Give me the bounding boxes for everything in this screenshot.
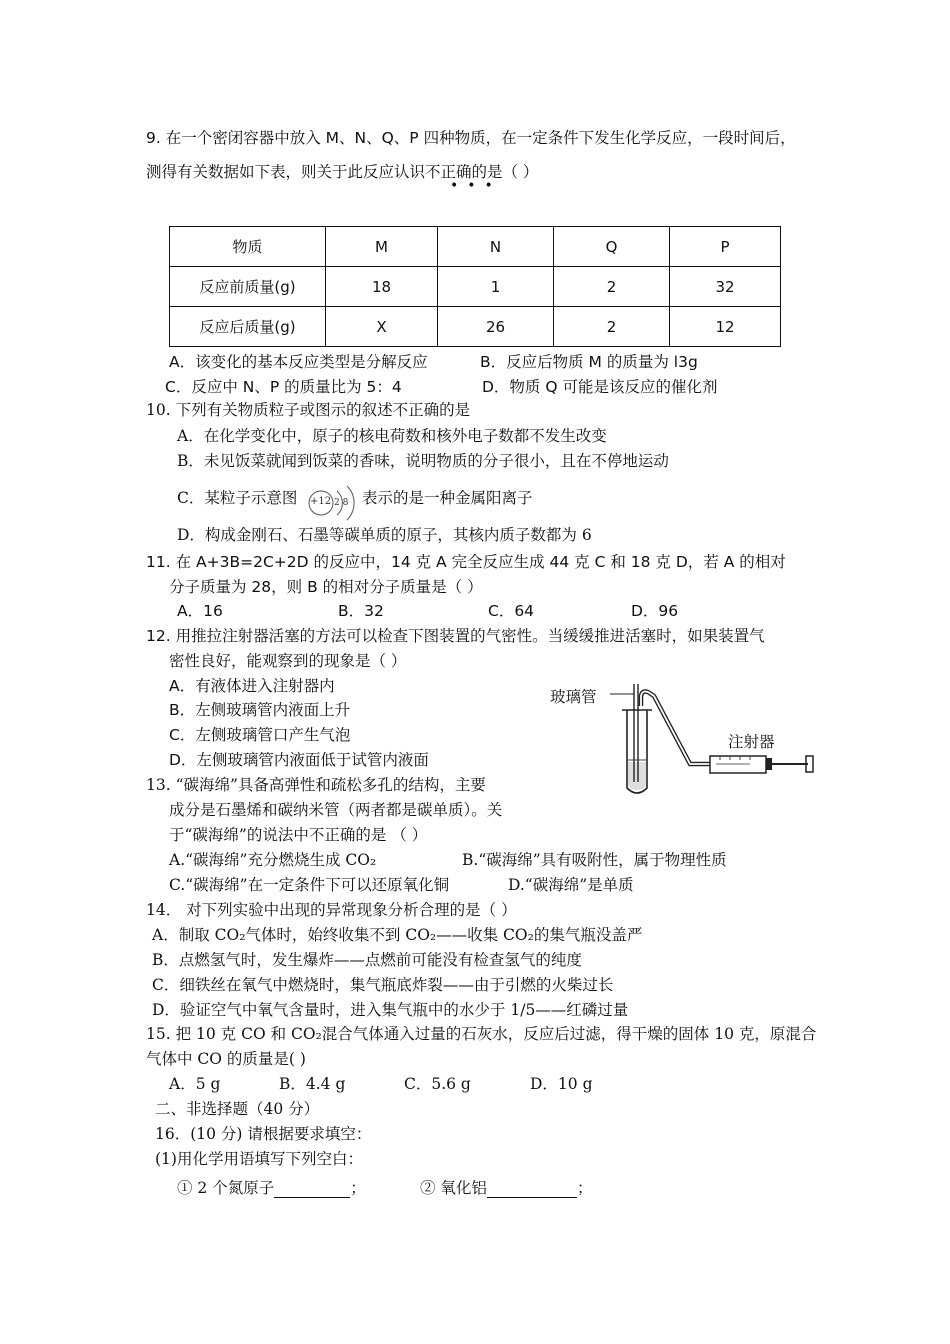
q16-item2-end: ； <box>576 1179 593 1197</box>
table-cell: M <box>326 227 438 267</box>
q12-option-d[interactable]: D．左侧玻璃管内液面低于试管内液面 <box>169 751 429 769</box>
q11-stem-line2: 分子质量为 28，则 B 的相对分子质量是（ ） <box>169 578 483 596</box>
q16-item1-label: ① 2 个氮原子 <box>177 1179 275 1197</box>
table-cell: 1 <box>438 267 554 307</box>
q12-stem-line1: 12. 用推拉注射器活塞的方法可以检查下图装置的气密性。当缓缓推进活塞时，如果装置气 <box>146 627 765 645</box>
q10-option-b[interactable]: B．未见饭菜就闻到饭菜的香味，说明物质的分子很小，且在不停地运动 <box>177 452 669 470</box>
q11-option-a[interactable]: A．16 <box>177 602 223 620</box>
q14-option-d[interactable]: D．验证空气中氧气含量时，进入集气瓶中的水少于 1/5——红磷过量 <box>152 1001 629 1019</box>
q15-stem-line1: 15. 把 10 克 CO 和 CO₂混合气体通入过量的石灰水，反应后过滤，得干燥的固体 10 克，原混合 <box>146 1025 817 1043</box>
q16-stem: 16．(10 分) 请根据要求填空： <box>155 1125 372 1143</box>
q9-option-d[interactable]: D．物质 Q 可能是该反应的催化剂 <box>482 378 718 396</box>
table-cell: 32 <box>670 267 781 307</box>
atom-shells: 2 8 <box>334 498 349 508</box>
table-cell: 物质 <box>170 227 326 267</box>
q10-stem: 10. 下列有关物质粒子或图示的叙述不正确的是 <box>146 401 471 419</box>
table-cell: 反应后质量(g) <box>170 307 326 347</box>
q16-item2 <box>420 1178 592 1198</box>
q13-stem-line2: 成分是石墨烯和碳纳米管（两者都是碳单质）。关 <box>169 801 503 819</box>
q14-option-c[interactable]: C．细铁丝在氧气中燃烧时，集气瓶底炸裂——由于引燃的火柴过长 <box>152 976 614 994</box>
q13-stem-line1: 13. “碳海绵”具备高弹性和疏松多孔的结构，主要 <box>146 776 486 794</box>
q10-option-c-pre[interactable]: C．某粒子示意图 <box>177 489 298 507</box>
table-cell: X <box>326 307 438 347</box>
q12-stem-line2: 密性良好，能观察到的现象是（ ） <box>169 652 407 670</box>
q13-option-a[interactable]: A.“碳海绵”充分燃烧生成 CO₂ <box>169 851 377 869</box>
q10-option-d[interactable]: D．构成金刚石、石墨等碳单质的原子，其核内质子数都为 6 <box>177 526 592 544</box>
apparatus-figure <box>550 680 820 798</box>
atom-structure-diagram <box>306 478 358 524</box>
table-cell: 26 <box>438 307 554 347</box>
q11-option-d[interactable]: D．96 <box>631 602 679 620</box>
q12-option-a[interactable]: A．有液体进入注射器内 <box>169 677 335 695</box>
q15-option-c[interactable]: C．5.6 g <box>404 1075 471 1093</box>
q9-stem-line1: 9. 在一个密闭容器中放入 M、N、Q、P 四种物质，在一定条件下发生化学反应，一段时间后， <box>146 129 796 147</box>
q12-option-b[interactable]: B．左侧玻璃管内液面上升 <box>169 701 351 719</box>
q14-option-b[interactable]: B．点燃氢气时，发生爆炸——点燃前可能没有检查氢气的纯度 <box>152 951 582 969</box>
q15-option-b[interactable]: B．4.4 g <box>279 1075 346 1093</box>
q9-data-table <box>169 226 781 347</box>
table-cell: N <box>438 227 554 267</box>
q16-sub1: (1)用化学用语填写下列空白： <box>155 1150 363 1168</box>
table-cell: 反应前质量(g) <box>170 267 326 307</box>
table-cell: 18 <box>326 267 438 307</box>
q15-option-a[interactable]: A．5 g <box>169 1075 221 1093</box>
q10-option-a[interactable]: A．在化学变化中，原子的核电荷数和核外电子数都不发生改变 <box>177 427 607 445</box>
table-cell: P <box>670 227 781 267</box>
q9-option-a[interactable]: A．该变化的基本反应类型是分解反应 <box>169 353 428 371</box>
q16-item1-end: ； <box>350 1179 366 1197</box>
q16-item1 <box>177 1178 366 1198</box>
q9-option-b[interactable]: B．反应后物质 M 的质量为 l3g <box>480 353 698 371</box>
section-title: 二、非选择题（40 分） <box>155 1100 320 1118</box>
table-cell: 12 <box>670 307 781 347</box>
q9-stem-line2: 测得有关数据如下表，则关于此反应认识不正确的是（ ） <box>146 163 539 181</box>
atom-nucleus: +12 <box>310 496 332 507</box>
table-cell: Q <box>554 227 670 267</box>
q16-item2-label: ② 氧化铝 <box>420 1179 487 1197</box>
q14-stem: 14． 对下列实验中出现的异常现象分析合理的是（ ） <box>146 901 517 919</box>
table-header-row <box>170 227 781 267</box>
q13-option-d[interactable]: D.“碳海绵”是单质 <box>508 876 634 894</box>
answer-blank-2[interactable] <box>487 1179 577 1198</box>
q13-option-b[interactable]: B.“碳海绵”具有吸附性，属于物理性质 <box>462 851 727 869</box>
label-syringe: 注射器 <box>728 733 775 751</box>
q13-stem-line3: 于“碳海绵”的说法中不正确的是 （ ） <box>169 826 428 844</box>
q12-option-c[interactable]: C．左侧玻璃管口产生气泡 <box>169 726 351 744</box>
q13-option-c[interactable]: C.“碳海绵”在一定条件下可以还原氧化铜 <box>169 876 450 894</box>
q11-option-b[interactable]: B．32 <box>338 602 384 620</box>
q10-option-c-post: 表示的是一种金属阳离子 <box>362 489 533 507</box>
q9-option-c[interactable]: C．反应中 N、P 的质量比为 5：4 <box>165 378 402 396</box>
table-row <box>170 307 781 347</box>
q15-stem-line2: 气体中 CO 的质量是( ) <box>146 1050 306 1068</box>
label-glass-tube: 玻璃管 <box>550 688 597 706</box>
q11-option-c[interactable]: C．64 <box>488 602 535 620</box>
q14-option-a[interactable]: A．制取 CO₂气体时，始终收集不到 CO₂——收集 CO₂的集气瓶没盖严 <box>152 926 643 944</box>
table-cell: 2 <box>554 307 670 347</box>
answer-blank-1[interactable] <box>274 1179 350 1198</box>
table-cell: 2 <box>554 267 670 307</box>
emphasis-dots: ••• <box>450 178 502 194</box>
q11-stem-line1: 11. 在 A+3B=2C+2D 的反应中，14 克 A 完全反应生成 44 克 C 和 18 克 D，若 A 的相对 <box>146 553 786 571</box>
q15-option-d[interactable]: D．10 g <box>530 1075 593 1093</box>
table-row <box>170 267 781 307</box>
